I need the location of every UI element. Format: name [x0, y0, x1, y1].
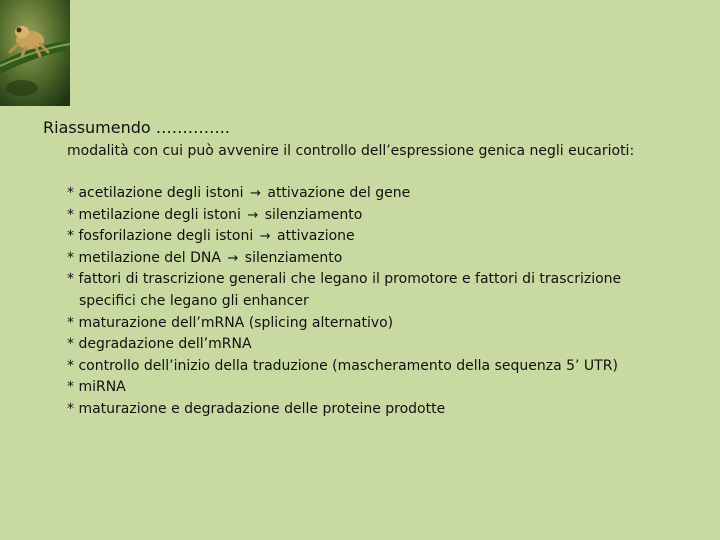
list-item — [67, 356, 621, 378]
list-item — [67, 334, 621, 356]
arrow-icon: → — [259, 229, 271, 245]
list-item — [67, 226, 621, 248]
item-text: * maturazione dell’mRNA (splicing alternativo) — [67, 314, 394, 331]
arrow-icon: → — [250, 186, 261, 201]
list-item — [67, 399, 621, 421]
item-text: * fattori di trascrizione generali che legano il promotore e fattori di trascrizione — [67, 271, 622, 288]
list-item — [67, 269, 621, 312]
item-text: * maturazione e degradazione delle proteine prodotte — [67, 400, 446, 417]
slide-title: Riassumendo ………….. — [43, 118, 230, 137]
frog-photo — [0, 0, 70, 106]
item-text: * metilazione degli istoni — [67, 206, 241, 223]
list-item — [67, 248, 621, 270]
item-text: * controllo dell’inizio della traduzione (mascheramento della sequenza 5’ UTR) — [67, 357, 618, 374]
arrow-icon: → — [227, 250, 239, 266]
item-text: * miRNA — [67, 379, 126, 396]
frog-on-leaf-image — [0, 0, 70, 106]
item-text-continuation: specifici che legano gli enhancer — [79, 292, 309, 309]
list-item — [67, 205, 621, 227]
item-result: silenziamento — [244, 249, 343, 266]
item-text: * metilazione del DNA — [67, 249, 221, 266]
item-text: * acetilazione degli istoni — [67, 185, 244, 201]
list-item — [67, 183, 621, 205]
list-item — [67, 377, 621, 399]
list-item — [67, 313, 621, 335]
item-result: silenziamento — [264, 206, 363, 223]
bullet-list — [67, 183, 621, 421]
item-result: attivazione — [277, 228, 355, 245]
slide-subtitle: modalità con cui può avvenire il controllo dell’espressione genica negli eucarioti: — [67, 143, 635, 159]
item-result: attivazione del gene — [267, 185, 411, 201]
arrow-icon: → — [247, 207, 259, 223]
item-text: * fosforilazione degli istoni — [67, 228, 254, 245]
item-text: * degradazione dell’mRNA — [67, 336, 252, 353]
